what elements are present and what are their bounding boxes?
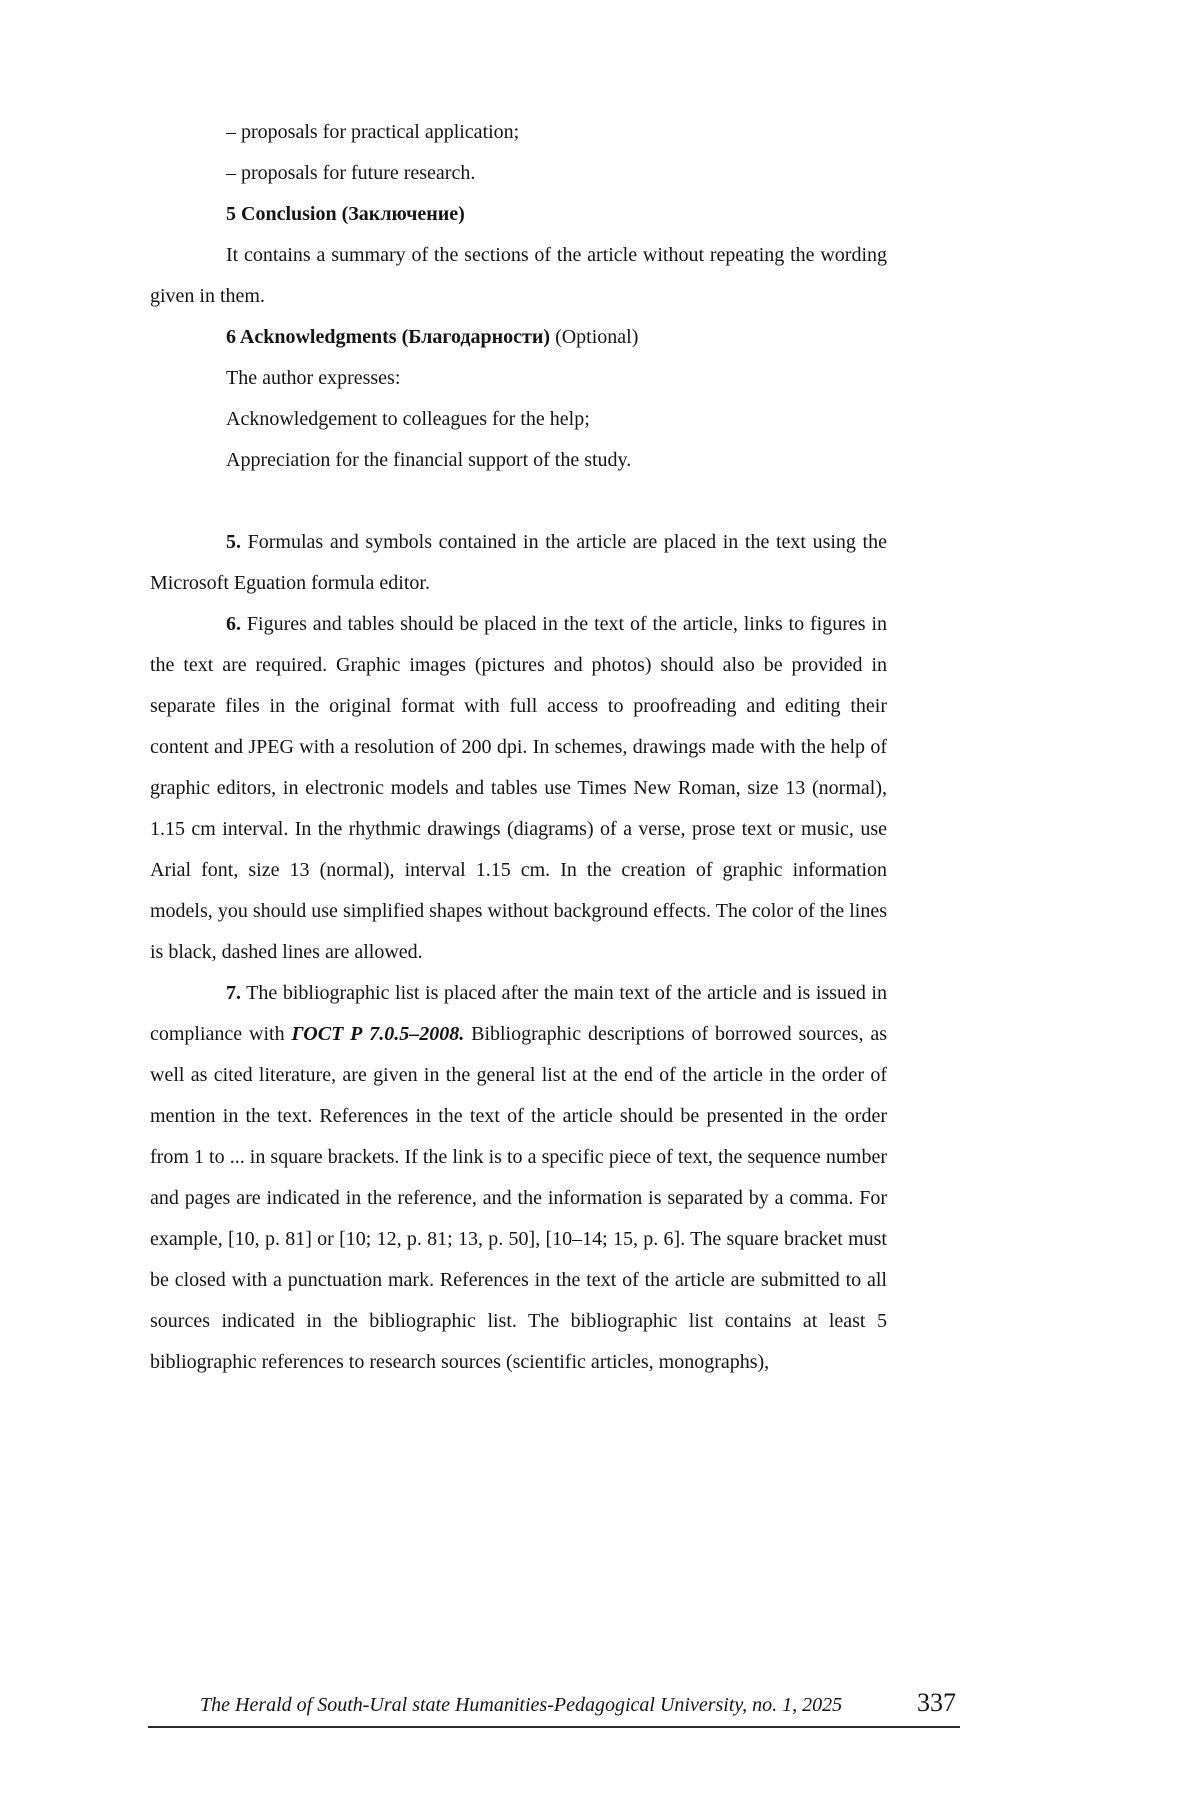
acknowledgments-heading-optional: (Optional)	[550, 326, 639, 348]
paragraph-author-expresses: The author expresses:	[226, 367, 401, 389]
paragraph-conclusion: It contains a summary of the sections of the article without repeating the wording given in them.	[150, 244, 887, 307]
section-heading-conclusion: 5 Conclusion (Заключение)	[226, 203, 465, 225]
item-5-number: 5.	[226, 531, 241, 553]
list-item-future-research: – proposals for future research.	[226, 162, 476, 184]
acknowledgments-heading-bold: 6 Acknowledgments (Благодарности)	[226, 326, 551, 348]
numbered-item-7	[150, 973, 887, 1383]
section-heading-acknowledgments	[150, 317, 887, 358]
item-7-text-body: Bibliographic descriptions of borrowed sources, as well as cited literature, are given in the general list at the end of the article in the order of mention in the text. References in the text of the article should be presented in the order from 1 to ... in square brackets. If the link is to a specific piece of text, the sequence number and pages are indicated in the reference, and the information is separated by a comma. For example, [10, p. 81] or [10; 12, p. 81; 13, p. 50], [10–14; 15, p. 6]. The square bracket must be closed with a punctuation mark. References in the text of the article are submitted to all sources indicated in the bibliographic list. The bibliographic list contains at least 5 bibliographic references to research sources (scientific articles, monographs),	[150, 1023, 887, 1373]
item-6-text: Figures and tables should be placed in the text of the article, links to figures in the text are required. Graphic images (pictures and photos) should also be provided in separate files in the original format with full access to proofreading and editing their content and JPEG with a resolution of 200 dpi. In schemes, drawings made with the help of graphic editors, in electronic models and tables use Times New Roman, size 13 (normal), 1.15 cm interval. In the rhythmic drawings (diagrams) of a verse, prose text or music, use Arial font, size 13 (normal), interval 1.15 cm. In the creation of graphic information models, you should use simplified shapes without background effects. The color of the lines is black, dashed lines are allowed.	[150, 613, 887, 963]
paragraph-acknowledgement-colleagues: Acknowledgement to colleagues for the help;	[226, 408, 590, 430]
page-content	[150, 112, 887, 1383]
page-number: 337	[917, 1688, 956, 1717]
journal-title: The Herald of South-Ural state Humanities-Pedagogical University, no. 1, 2025	[200, 1694, 843, 1716]
item-7-text-lead: The bibliographic list is placed after the main text of the article and is issued in compliance with	[150, 982, 887, 1045]
numbered-item-6	[150, 604, 887, 973]
page-footer	[148, 1688, 960, 1728]
numbered-item-5	[150, 522, 887, 604]
paragraph-appreciation-support: Appreciation for the financial support of the study.	[226, 449, 632, 471]
item-5-text: Formulas and symbols contained in the article are placed in the text using the Microsoft Eguation formula editor.	[150, 531, 887, 594]
list-item-practical-application: – proposals for practical application;	[226, 121, 520, 143]
item-6-number: 6.	[226, 613, 241, 635]
item-7-number: 7.	[226, 982, 241, 1004]
gost-standard-reference: ГОСТ Р 7.0.5–2008.	[291, 1023, 465, 1045]
